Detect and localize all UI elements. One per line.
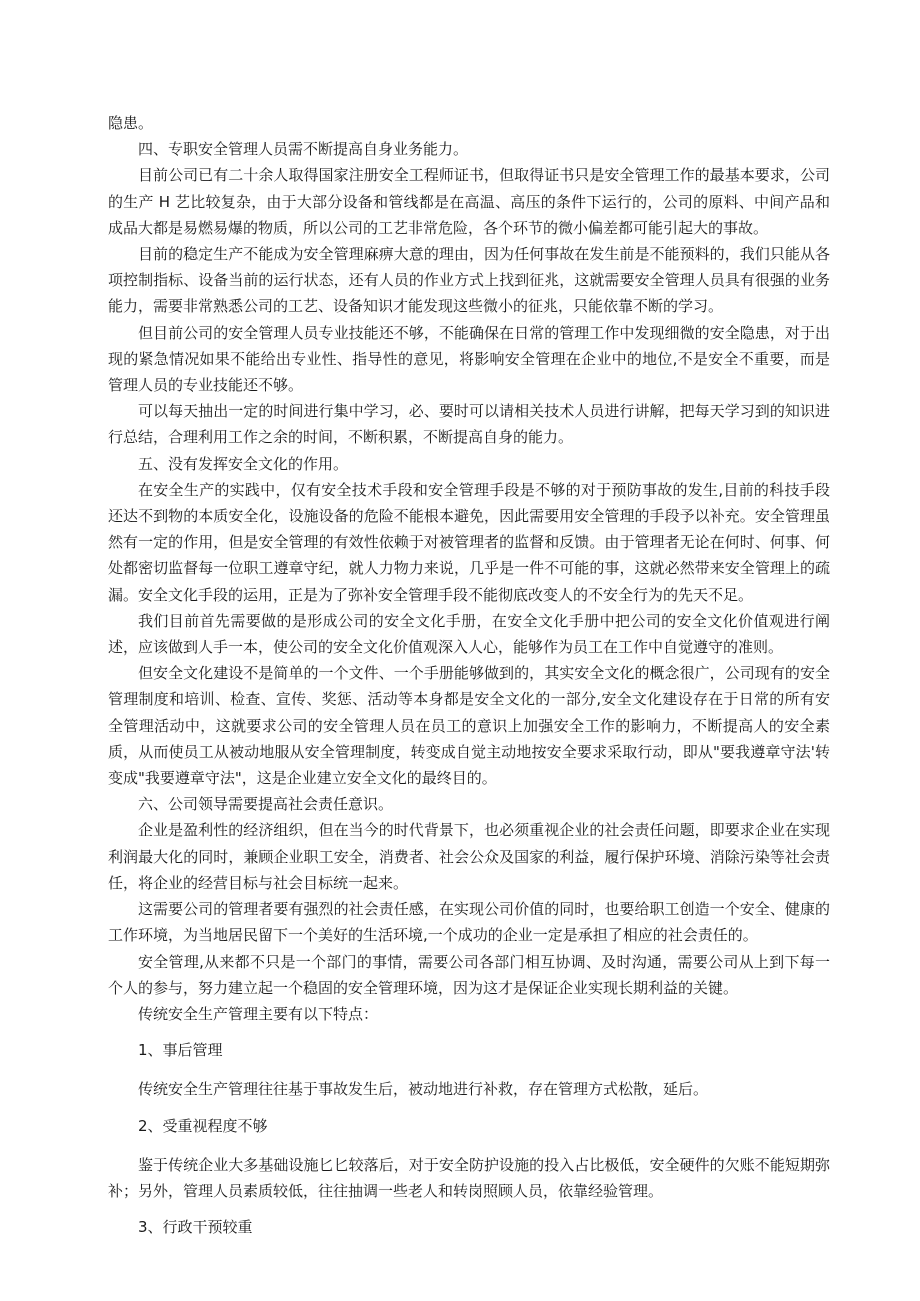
paragraph: 但安全文化建设不是简单的一个文件、一个手册能够做到的，其实安全文化的概念很广，公司现有的安全管理制度和培训、检查、宣传、奖惩、活动等本身都是安全文化的一部分,安全文化建设存在于日常的所有安全管理活动中，这就要求公司的安全管理人员在员工的意识上加强安全工作的影响力，不断提高人的安全素质，从而使员工从被动地服从安全管理制度，转变成自觉主动地按安全要求采取行动，即从"要我遵章守法'转变成"我要遵章守法"，这是企业建立安全文化的最终目的。 [108,664,830,788]
subheading: 3、行政干预较重 [138,1218,253,1237]
subheading: 2、受重视程度不够 [138,1116,268,1135]
paragraph: 目前的稳定生产不能成为安全管理麻痹大意的理由，因为任何事故在发生前是不能预料的，我们只能从各项控制指标、设备当前的运行状态，还有人员的作业方式上找到征兆，这就需要安全管理人员具有很强的业务能力，需要非常熟悉公司的工艺、设备知识才能发现这些微小的征兆，只能依靠不断的学习。 [108,245,830,316]
paragraph: 隐患。 [108,114,154,132]
paragraph: 目前公司已有二十余人取得国家注册安全工程师证书，但取得证书只是安全管理工作的最基本要求，公司的生产 H 艺比较复杂，由于大部分设备和管线都是在高温、高压的条件下运行的，公司的原料、中间产品和成品大都是易燃易爆的物质，所以公司的工艺非常危险，各个环节的微小偏差都可能引起大的事故。 [108,166,830,237]
spacer [108,1204,830,1214]
document-body [108,110,830,1240]
paragraph: 传统安全生产管理往往基于事故发生后，被动地进行补救，存在管理方式松散，延后。 [138,1080,709,1099]
spacer [108,1063,830,1076]
section-heading: 六、公司领导需要提高社会责任意识。 [138,795,394,814]
paragraph: 可以每天抽出一定的时间进行集中学习，必、要时可以请相关技术人员进行讲解，把每天学习到的知识进行总结，合理利用工作之余的时间，不断积累，不断提高自身的能力。 [108,402,830,447]
subheading: 1、事后管理 [138,1041,223,1060]
spacer [108,1027,830,1037]
paragraph: 这需要公司的管理者要有强烈的社会责任感，在实现公司价值的同时，也要给职工创造一个安全、健康的工作环境，为当地居民留下一个美好的生活环境,一个成功的企业一定是承担了相应的社会责任的。 [108,900,830,945]
paragraph: 鉴于传统企业大多基础设施匕匕较落后，对于安全防护设施的投入占比极低，安全硬件的欠账不能短期弥补；另外，管理人员素质较低，往往抽调一些老人和转岗照顾人员，依靠经验管理。 [108,1155,830,1200]
section-heading: 四、专职安全管理人员需不断提高自身业务能力。 [138,140,469,159]
paragraph: 但目前公司的安全管理人员专业技能还不够，不能确保在日常的管理工作中发现细微的安全隐患，对于出现的紧急情况如果不能给出专业性、指导性的意见，将影响安全管理在企业中的地位,不是安全不重要，而是管理人员的专业技能还不够。 [108,323,830,395]
section-heading: 五、没有发挥安全文化的作用。 [138,454,349,473]
paragraph: 企业是盈利性的经济组织，但在当今的时代背景下，也必须重视企业的社会责任问题，即要求企业在实现利润最大化的同时，兼顾企业职工安全，消费者、社会公众及国家的利益，履行保护环境、消除污染等社会责任，将企业的经营目标与社会目标统一起来。 [108,821,830,892]
paragraph: 安全管理,从来都不只是一个部门的事情，需要公司各部门相互协调、及时沟通，需要公司从上到下每一个人的参与，努力建立起一个稳固的安全管理环境，因为这才是保证企业实现长期利益的关键。 [108,952,830,997]
spacer [108,1103,830,1113]
spacer [108,1139,830,1152]
paragraph: 在安全生产的实践中，仅有安全技术手段和安全管理手段是不够的对于预防事故的发生,目前的科技手段还达不到物的本质安全化，设施设备的危险不能根本避免，因此需要用安全管理的手段予以补充。安全管理虽然有一定的作用，但是安全管理的有效性依赖于对被管理者的监督和反馈。由于管理者无论在何时、何事、何处都密切监督每一位职工遵章守纪，就人力物力来说，几乎是一件不可能的事，这就必然带来安全管理上的疏漏。安全文化手段的运用，正是为了弥补安全管理手段不能彻底改变人的不安全行为的先天不足。 [108,480,830,604]
paragraph: 我们目前首先需要做的是形成公司的安全文化手册，在安全文化手册中把公司的安全文化价值观进行阐述，应该做到人手一本，使公司的安全文化价值观深入人心，能够作为员工在工作中自觉遵守的准则。 [108,611,830,657]
paragraph: 传统安全生产管理主要有以下特点： [138,1004,379,1023]
